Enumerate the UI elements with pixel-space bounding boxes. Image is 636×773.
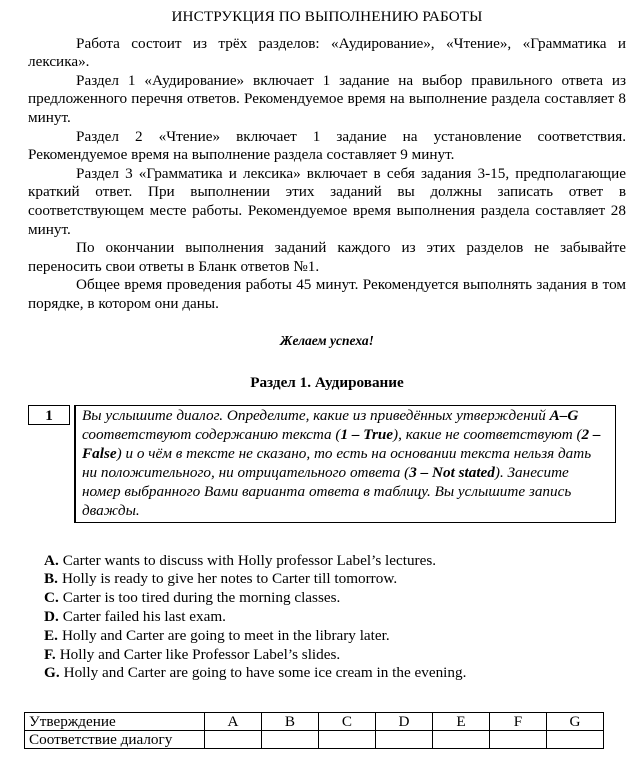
instruction-paragraph: Работа состоит из трёх разделов: «Аудирование», «Чтение», «Грамматика и лексика». bbox=[28, 34, 626, 71]
task-text-part: ) и о чём в тексте не сказано, то есть на основании текста нельзя дать ни положительного, ни отрицательного ответа ( bbox=[82, 444, 592, 481]
answer-cell-g[interactable] bbox=[547, 731, 604, 749]
statement-item bbox=[44, 627, 626, 646]
statement-item bbox=[44, 570, 626, 589]
statement-letter: D. bbox=[44, 608, 59, 626]
statement-item bbox=[44, 664, 626, 683]
task-text-part: соответствуют содержанию текста ( bbox=[82, 425, 341, 443]
statement-text: Holly and Carter like Professor Label’s slides. bbox=[59, 645, 341, 663]
statement-letter: C. bbox=[44, 589, 59, 607]
instruction-paragraph: Общее время проведения работы 45 минут. Рекомендуется выполнять задания в том порядке, в котором они даны. bbox=[28, 276, 626, 312]
answer-column-g: G bbox=[547, 713, 604, 731]
answer-column-e: E bbox=[433, 713, 490, 731]
task-text-bold: A–G bbox=[549, 406, 579, 424]
answer-column-c: C bbox=[319, 713, 376, 731]
task-text-bold: 3 – Not stated bbox=[409, 463, 495, 481]
answer-cell-f[interactable] bbox=[490, 731, 547, 749]
answer-cell-a[interactable] bbox=[205, 731, 262, 749]
section-title: Раздел 1. Аудирование bbox=[250, 374, 404, 392]
statement-item bbox=[44, 552, 626, 571]
answer-table bbox=[24, 712, 604, 749]
statement-letter: G. bbox=[44, 664, 60, 682]
task-instruction bbox=[74, 405, 616, 523]
task-number: 1 bbox=[28, 405, 70, 425]
instruction-paragraph: Раздел 3 «Грамматика и лексика» включает в себя задания 3-15, предполагающие краткий ответ. При выполнении этих заданий вы должны записать ответ в соответствующем месте работы. Рекомендуемое время выполнения раздела составляет 28 минут. bbox=[28, 164, 626, 238]
answer-column-f: F bbox=[490, 713, 547, 731]
answer-column-d: D bbox=[376, 713, 433, 731]
task-text-part: ), какие не соответствуют ( bbox=[393, 425, 582, 443]
task-block bbox=[28, 405, 626, 523]
statement-text: Carter is too tired during the morning classes. bbox=[62, 589, 341, 607]
answer-cell-e[interactable] bbox=[433, 731, 490, 749]
statement-item bbox=[44, 589, 626, 608]
task-text-part: Вы услышите диалог. Определите, какие из приведённых утверждений bbox=[82, 406, 550, 424]
instruction-paragraph: По окончании выполнения заданий каждого из этих разделов не забывайте переносить свои ответы в Бланк ответов №1. bbox=[28, 239, 626, 275]
statement-letter: E. bbox=[44, 626, 58, 644]
instruction-paragraph: Раздел 2 «Чтение» включает 1 задание на установление соответствия. Рекомендуемое время на выполнение раздела составляет 9 минут. bbox=[28, 127, 626, 164]
answer-table-answer-row bbox=[25, 731, 604, 749]
answer-cell-c[interactable] bbox=[319, 731, 376, 749]
statement-text: Holly and Carter are going to have some ice cream in the evening. bbox=[63, 664, 467, 682]
answer-table-row-label: Соответствие диалогу bbox=[25, 731, 205, 749]
statement-letter: A. bbox=[44, 551, 59, 569]
statement-text: Carter failed his last exam. bbox=[62, 608, 226, 626]
instruction-title: ИНСТРУКЦИЯ ПО ВЫПОЛНЕНИЮ РАБОТЫ bbox=[171, 8, 483, 25]
task-text-bold: 1 – True bbox=[340, 425, 394, 443]
statement-text: Holly and Carter are going to meet in the library later. bbox=[61, 626, 390, 644]
answer-cell-b[interactable] bbox=[262, 731, 319, 749]
statement-item bbox=[44, 646, 626, 665]
answer-column-b: B bbox=[262, 713, 319, 731]
statement-text: Holly is ready to give her notes to Carter till tomorrow. bbox=[61, 570, 398, 588]
statement-letter: F. bbox=[44, 645, 56, 663]
good-luck-text: Желаем успеха! bbox=[280, 332, 374, 348]
instruction-paragraph: Раздел 1 «Аудирование» включает 1 задание на выбор правильного ответа из предложенного перечня ответов. Рекомендуемое время на выполнение раздела составляет 8 минут. bbox=[28, 71, 626, 126]
statement-letter: B. bbox=[44, 570, 58, 588]
answer-table-header-row bbox=[25, 713, 604, 731]
statements-list bbox=[28, 552, 626, 684]
task-text-bold: 2 – False bbox=[82, 425, 601, 462]
answer-column-a: A bbox=[205, 713, 262, 731]
document-page bbox=[28, 8, 626, 683]
statement-item bbox=[44, 608, 626, 627]
answer-cell-d[interactable] bbox=[376, 731, 433, 749]
task-text-part: ). Занесите номер выбранного Вами варианта ответа в таблицу. Вы услышите запись дважды. bbox=[82, 463, 572, 519]
statement-text: Carter wants to discuss with Holly professor Label’s lectures. bbox=[62, 551, 437, 569]
answer-table-header-label: Утверждение bbox=[25, 713, 205, 731]
